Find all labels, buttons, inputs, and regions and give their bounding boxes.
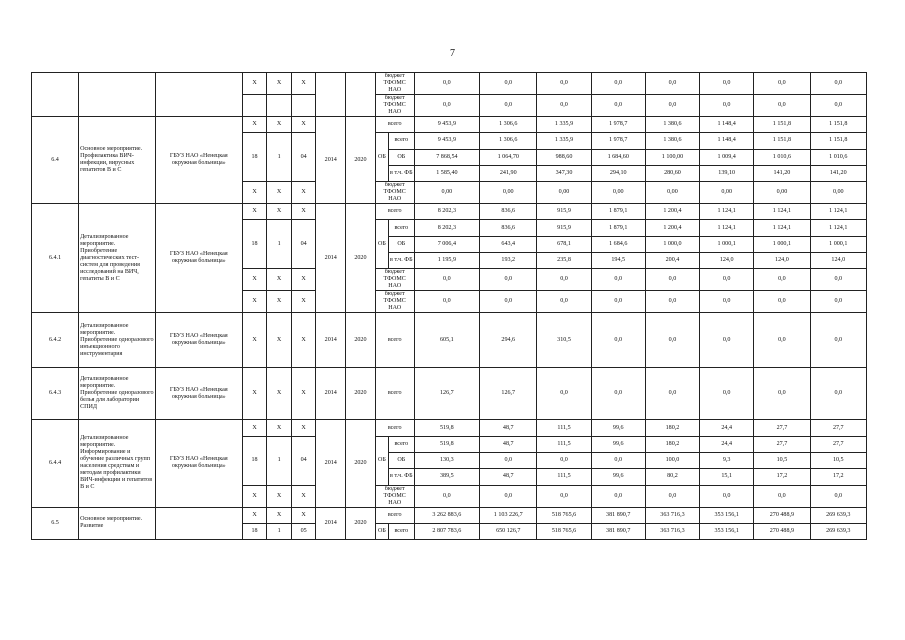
value-cell: 0,0 — [414, 485, 479, 507]
value-cell: 48,7 — [480, 420, 537, 436]
value-cell: 0,0 — [591, 269, 645, 291]
value-cell: 0,0 — [414, 95, 479, 117]
value-cell: 0,0 — [754, 95, 810, 117]
source-cell: в т.ч. ФБ — [389, 253, 415, 269]
value-cell: 0,0 — [591, 485, 645, 507]
page-number: 7 — [450, 48, 455, 59]
value-cell: 1 064,70 — [480, 149, 537, 165]
value-cell: 1 009,4 — [700, 149, 754, 165]
source-cell: бюджет ТФОМС НАО — [375, 182, 414, 204]
item-number: 6.4.4 — [32, 420, 79, 507]
value-cell: 519,8 — [414, 436, 479, 452]
budget-table — [31, 72, 867, 540]
value-cell: 915,9 — [537, 204, 591, 220]
value-cell: 519,8 — [414, 420, 479, 436]
code-cell: 04 — [291, 133, 316, 182]
value-cell: 389,5 — [414, 469, 479, 485]
code-cell: 1 — [267, 133, 292, 182]
value-cell: 1 306,6 — [480, 117, 537, 133]
value-cell: 280,60 — [645, 165, 699, 181]
value-cell: 8 202,3 — [414, 204, 479, 220]
table-row — [32, 313, 867, 368]
value-cell: 0,0 — [700, 269, 754, 291]
value-cell: 99,6 — [591, 469, 645, 485]
value-cell: 0,0 — [480, 73, 537, 95]
source-cell: всего — [375, 204, 414, 220]
code-cell: X — [242, 313, 267, 368]
code-cell — [242, 95, 267, 117]
source-cell: всего — [375, 420, 414, 436]
value-cell: 381 890,7 — [591, 507, 645, 523]
code-cell: 1 — [267, 220, 292, 269]
code-cell: X — [267, 291, 292, 313]
value-cell: 0,0 — [754, 313, 810, 368]
value-cell: 0,0 — [700, 313, 754, 368]
value-cell: 1 124,1 — [810, 204, 866, 220]
value-cell: 1 148,4 — [700, 117, 754, 133]
value-cell: 0,0 — [645, 95, 699, 117]
value-cell: 1 195,9 — [414, 253, 479, 269]
ob-label: ОБ — [375, 133, 388, 182]
code-cell: X — [242, 485, 267, 507]
year-start: 2014 — [316, 368, 346, 420]
value-cell: 0,0 — [480, 452, 537, 468]
code-cell: 1 — [267, 523, 292, 539]
code-cell: X — [242, 73, 267, 95]
value-cell: 988,60 — [537, 149, 591, 165]
value-cell: 0,0 — [537, 269, 591, 291]
code-cell: 1 — [267, 436, 292, 485]
value-cell: 3 262 883,6 — [414, 507, 479, 523]
value-cell: 0,00 — [414, 182, 479, 204]
source-cell: ОБ — [389, 236, 415, 252]
value-cell: 235,8 — [537, 253, 591, 269]
value-cell: 1 879,1 — [591, 204, 645, 220]
value-cell: 111,5 — [537, 420, 591, 436]
ob-label: ОБ — [375, 436, 388, 485]
code-cell: X — [242, 269, 267, 291]
value-cell: 1 684,6 — [591, 236, 645, 252]
code-cell: X — [242, 507, 267, 523]
value-cell: 678,1 — [537, 236, 591, 252]
code-cell: X — [291, 291, 316, 313]
value-cell: 363 716,3 — [645, 507, 699, 523]
value-cell: 270 488,9 — [754, 523, 810, 539]
code-cell: 04 — [291, 220, 316, 269]
code-cell: 04 — [291, 436, 316, 485]
value-cell: 139,10 — [700, 165, 754, 181]
code-cell: X — [291, 269, 316, 291]
code-cell: X — [267, 204, 292, 220]
value-cell: 0,0 — [645, 291, 699, 313]
code-cell: 18 — [242, 133, 267, 182]
value-cell: 1 000,1 — [754, 236, 810, 252]
value-cell: 17,2 — [810, 469, 866, 485]
value-cell: 836,6 — [480, 220, 537, 236]
value-cell: 100,0 — [645, 452, 699, 468]
value-cell: 1 124,1 — [700, 204, 754, 220]
value-cell: 15,1 — [700, 469, 754, 485]
value-cell: 17,2 — [754, 469, 810, 485]
value-cell: 0,0 — [414, 291, 479, 313]
value-cell: 48,7 — [480, 469, 537, 485]
ob-label: ОБ — [375, 220, 388, 269]
source-cell: всего — [375, 507, 414, 523]
source-cell: всего — [389, 436, 415, 452]
source-cell: ОБ — [389, 452, 415, 468]
value-cell: 111,5 — [537, 469, 591, 485]
value-cell: 9 453,9 — [414, 117, 479, 133]
value-cell: 0,00 — [537, 182, 591, 204]
item-name: Основное мероприятие. Развитие — [79, 507, 156, 540]
item-number: 6.5 — [32, 507, 79, 540]
value-cell: 0,00 — [810, 182, 866, 204]
value-cell: 1 124,1 — [754, 220, 810, 236]
code-cell: X — [242, 182, 267, 204]
value-cell: 126,7 — [480, 368, 537, 420]
item-executor — [155, 73, 242, 117]
item-executor: ГБУЗ НАО «Ненецкая окружная больница» — [155, 313, 242, 368]
value-cell: 0,0 — [810, 313, 866, 368]
value-cell: 0,0 — [537, 95, 591, 117]
value-cell: 836,6 — [480, 204, 537, 220]
value-cell: 0,0 — [645, 269, 699, 291]
year-start: 2014 — [316, 117, 346, 204]
value-cell: 111,5 — [537, 436, 591, 452]
item-name: Основное мероприятие. Профилактика ВИЧ-инфекции, вирусных гепатитов В и С — [79, 117, 156, 204]
value-cell: 0,00 — [645, 182, 699, 204]
value-cell: 1 380,6 — [645, 133, 699, 149]
value-cell: 0,0 — [480, 269, 537, 291]
source-cell: бюджет ТФОМС НАО — [375, 485, 414, 507]
value-cell: 605,1 — [414, 313, 479, 368]
year-end — [346, 73, 376, 117]
value-cell: 0,0 — [537, 291, 591, 313]
item-executor: ГБУЗ НАО «Ненецкая окружная больница» — [155, 368, 242, 420]
value-cell: 80,2 — [645, 469, 699, 485]
code-cell: 18 — [242, 220, 267, 269]
code-cell: X — [242, 420, 267, 436]
value-cell: 99,6 — [591, 420, 645, 436]
code-cell: 18 — [242, 523, 267, 539]
year-end: 2020 — [346, 313, 376, 368]
item-name: Детализированное мероприятие. Приобретение одноразового инъекционного инструментария — [79, 313, 156, 368]
code-cell: X — [291, 117, 316, 133]
code-cell: X — [291, 507, 316, 523]
value-cell: 27,7 — [754, 436, 810, 452]
source-cell: бюджет ТФОМС НАО — [375, 95, 414, 117]
value-cell: 0,0 — [810, 269, 866, 291]
value-cell: 0,00 — [754, 182, 810, 204]
value-cell: 9 453,9 — [414, 133, 479, 149]
year-start: 2014 — [316, 313, 346, 368]
code-cell: X — [242, 368, 267, 420]
value-cell: 0,0 — [645, 73, 699, 95]
value-cell: 269 639,3 — [810, 507, 866, 523]
value-cell: 2 807 783,6 — [414, 523, 479, 539]
value-cell: 200,4 — [645, 253, 699, 269]
value-cell: 27,7 — [754, 420, 810, 436]
value-cell: 194,5 — [591, 253, 645, 269]
value-cell: 0,0 — [591, 73, 645, 95]
value-cell: 193,2 — [480, 253, 537, 269]
value-cell: 1 100,00 — [645, 149, 699, 165]
value-cell: 1 335,9 — [537, 133, 591, 149]
value-cell: 8 202,3 — [414, 220, 479, 236]
value-cell: 7 006,4 — [414, 236, 479, 252]
value-cell: 1 978,7 — [591, 117, 645, 133]
value-cell: 1 000,1 — [810, 236, 866, 252]
value-cell: 294,10 — [591, 165, 645, 181]
value-cell: 0,0 — [810, 95, 866, 117]
value-cell: 0,0 — [700, 95, 754, 117]
source-cell: в т.ч. ФБ — [389, 165, 415, 181]
value-cell: 643,4 — [480, 236, 537, 252]
code-cell: X — [267, 117, 292, 133]
year-end: 2020 — [346, 507, 376, 540]
value-cell: 0,0 — [480, 485, 537, 507]
value-cell: 1 200,4 — [645, 204, 699, 220]
value-cell: 0,0 — [810, 485, 866, 507]
value-cell: 1 585,40 — [414, 165, 479, 181]
value-cell: 0,0 — [754, 269, 810, 291]
table-row — [32, 204, 867, 220]
table-row — [32, 507, 867, 523]
item-number: 6.4.2 — [32, 313, 79, 368]
value-cell: 353 156,1 — [700, 507, 754, 523]
value-cell: 0,0 — [810, 368, 866, 420]
item-number — [32, 73, 79, 117]
code-cell: 18 — [242, 436, 267, 485]
value-cell: 353 156,1 — [700, 523, 754, 539]
value-cell: 1 124,1 — [754, 204, 810, 220]
value-cell: 27,7 — [810, 436, 866, 452]
value-cell: 1 684,60 — [591, 149, 645, 165]
value-cell: 141,20 — [810, 165, 866, 181]
value-cell: 347,30 — [537, 165, 591, 181]
year-start: 2014 — [316, 420, 346, 507]
value-cell: 0,0 — [700, 485, 754, 507]
value-cell: 1 124,1 — [810, 220, 866, 236]
item-name: Детализированное мероприятие. Приобретение одноразового белья для лаборатории СПИД — [79, 368, 156, 420]
value-cell: 180,2 — [645, 420, 699, 436]
value-cell: 10,5 — [754, 452, 810, 468]
value-cell: 126,7 — [414, 368, 479, 420]
item-name: Детализированное мероприятие. Приобретение диагностических тест-систем для проведения исследований на ВИЧ, гепатиты В и С — [79, 204, 156, 313]
code-cell: X — [267, 368, 292, 420]
value-cell: 1 151,8 — [754, 117, 810, 133]
value-cell: 0,0 — [810, 73, 866, 95]
value-cell: 9,3 — [700, 452, 754, 468]
code-cell: X — [291, 368, 316, 420]
value-cell: 518 765,6 — [537, 507, 591, 523]
table-row — [32, 73, 867, 95]
code-cell: X — [242, 291, 267, 313]
code-cell: 05 — [291, 523, 316, 539]
code-cell: X — [291, 485, 316, 507]
value-cell: 0,0 — [591, 452, 645, 468]
value-cell: 0,0 — [810, 291, 866, 313]
source-cell: бюджет ТФОМС НАО — [375, 291, 414, 313]
value-cell: 1 000,1 — [700, 236, 754, 252]
table-row — [32, 368, 867, 420]
value-cell: 24,4 — [700, 436, 754, 452]
table-row — [32, 117, 867, 133]
value-cell: 0,0 — [591, 313, 645, 368]
table-row — [32, 420, 867, 436]
value-cell: 7 868,54 — [414, 149, 479, 165]
code-cell: X — [242, 117, 267, 133]
item-executor: ГБУЗ НАО «Ненецкая окружная больница» — [155, 420, 242, 507]
value-cell: 99,6 — [591, 436, 645, 452]
source-cell: ОБ — [389, 149, 415, 165]
code-cell: X — [267, 420, 292, 436]
value-cell: 0,0 — [591, 368, 645, 420]
item-number: 6.4.3 — [32, 368, 79, 420]
value-cell: 0,0 — [700, 368, 754, 420]
value-cell: 0,0 — [754, 291, 810, 313]
value-cell: 1 148,4 — [700, 133, 754, 149]
item-executor: ГБУЗ НАО «Ненецкая окружная больница» — [155, 204, 242, 313]
value-cell: 269 639,3 — [810, 523, 866, 539]
year-end: 2020 — [346, 204, 376, 313]
value-cell: 294,6 — [480, 313, 537, 368]
value-cell: 1 335,9 — [537, 117, 591, 133]
code-cell: X — [242, 204, 267, 220]
value-cell: 141,20 — [754, 165, 810, 181]
value-cell: 0,0 — [700, 73, 754, 95]
value-cell: 650 126,7 — [480, 523, 537, 539]
code-cell: X — [267, 269, 292, 291]
value-cell: 1 000,0 — [645, 236, 699, 252]
value-cell: 180,2 — [645, 436, 699, 452]
source-cell: бюджет ТФОМС НАО — [375, 73, 414, 95]
ob-label: ОБ — [375, 523, 388, 539]
value-cell: 1 103 226,7 — [480, 507, 537, 523]
value-cell: 0,0 — [591, 95, 645, 117]
value-cell: 1 010,6 — [810, 149, 866, 165]
code-cell: X — [267, 507, 292, 523]
value-cell: 0,0 — [754, 73, 810, 95]
value-cell: 48,7 — [480, 436, 537, 452]
value-cell: 0,0 — [414, 269, 479, 291]
value-cell: 1 200,4 — [645, 220, 699, 236]
code-cell: X — [291, 73, 316, 95]
value-cell: 1 151,8 — [754, 133, 810, 149]
value-cell: 0,0 — [537, 73, 591, 95]
value-cell: 0,0 — [480, 95, 537, 117]
value-cell: 363 716,3 — [645, 523, 699, 539]
source-cell: бюджет ТФОМС НАО — [375, 269, 414, 291]
value-cell: 124,0 — [754, 253, 810, 269]
value-cell: 0,0 — [480, 291, 537, 313]
year-start — [316, 73, 346, 117]
year-start: 2014 — [316, 507, 346, 540]
code-cell: X — [267, 485, 292, 507]
value-cell: 1 151,8 — [810, 133, 866, 149]
value-cell: 310,5 — [537, 313, 591, 368]
value-cell: 241,90 — [480, 165, 537, 181]
value-cell: 124,0 — [700, 253, 754, 269]
item-executor — [155, 507, 242, 540]
source-cell: всего — [389, 133, 415, 149]
code-cell — [291, 95, 316, 117]
year-end: 2020 — [346, 368, 376, 420]
value-cell: 0,0 — [414, 73, 479, 95]
source-cell: всего — [375, 368, 414, 420]
value-cell: 381 890,7 — [591, 523, 645, 539]
code-cell: X — [267, 313, 292, 368]
value-cell: 10,5 — [810, 452, 866, 468]
code-cell: X — [291, 182, 316, 204]
value-cell: 0,0 — [645, 485, 699, 507]
value-cell: 124,0 — [810, 253, 866, 269]
year-end: 2020 — [346, 420, 376, 507]
item-number: 6.4.1 — [32, 204, 79, 313]
value-cell: 0,0 — [700, 291, 754, 313]
value-cell: 0,0 — [537, 485, 591, 507]
source-cell: всего — [389, 220, 415, 236]
value-cell: 1 124,1 — [700, 220, 754, 236]
value-cell: 0,0 — [591, 291, 645, 313]
code-cell — [267, 95, 292, 117]
value-cell: 270 488,9 — [754, 507, 810, 523]
source-cell: всего — [375, 117, 414, 133]
value-cell: 0,0 — [645, 368, 699, 420]
value-cell: 27,7 — [810, 420, 866, 436]
value-cell: 0,0 — [754, 368, 810, 420]
code-cell: X — [291, 204, 316, 220]
value-cell: 1 151,8 — [810, 117, 866, 133]
value-cell: 0,00 — [480, 182, 537, 204]
value-cell: 1 306,6 — [480, 133, 537, 149]
year-end: 2020 — [346, 117, 376, 204]
value-cell: 0,0 — [537, 452, 591, 468]
code-cell: X — [267, 73, 292, 95]
code-cell: X — [291, 313, 316, 368]
value-cell: 0,00 — [700, 182, 754, 204]
value-cell: 0,0 — [645, 313, 699, 368]
value-cell: 0,0 — [537, 368, 591, 420]
value-cell: 130,3 — [414, 452, 479, 468]
value-cell: 24,4 — [700, 420, 754, 436]
item-name: Детализированное мероприятие. Информирование и обучение различных групп населения средствам и методам профилактики ВИЧ-инфекции и гепатитов В и С — [79, 420, 156, 507]
value-cell: 1 380,6 — [645, 117, 699, 133]
source-cell: всего — [389, 523, 415, 539]
source-cell: всего — [375, 313, 414, 368]
value-cell: 915,9 — [537, 220, 591, 236]
value-cell: 1 978,7 — [591, 133, 645, 149]
item-executor: ГБУЗ НАО «Ненецкая окружная больница» — [155, 117, 242, 204]
value-cell: 0,0 — [754, 485, 810, 507]
value-cell: 518 765,6 — [537, 523, 591, 539]
source-cell: в т.ч. ФБ — [389, 469, 415, 485]
value-cell: 1 010,6 — [754, 149, 810, 165]
value-cell: 1 879,1 — [591, 220, 645, 236]
value-cell: 0,00 — [591, 182, 645, 204]
year-start: 2014 — [316, 204, 346, 313]
item-name — [79, 73, 156, 117]
code-cell: X — [267, 182, 292, 204]
item-number: 6.4 — [32, 117, 79, 204]
code-cell: X — [291, 420, 316, 436]
